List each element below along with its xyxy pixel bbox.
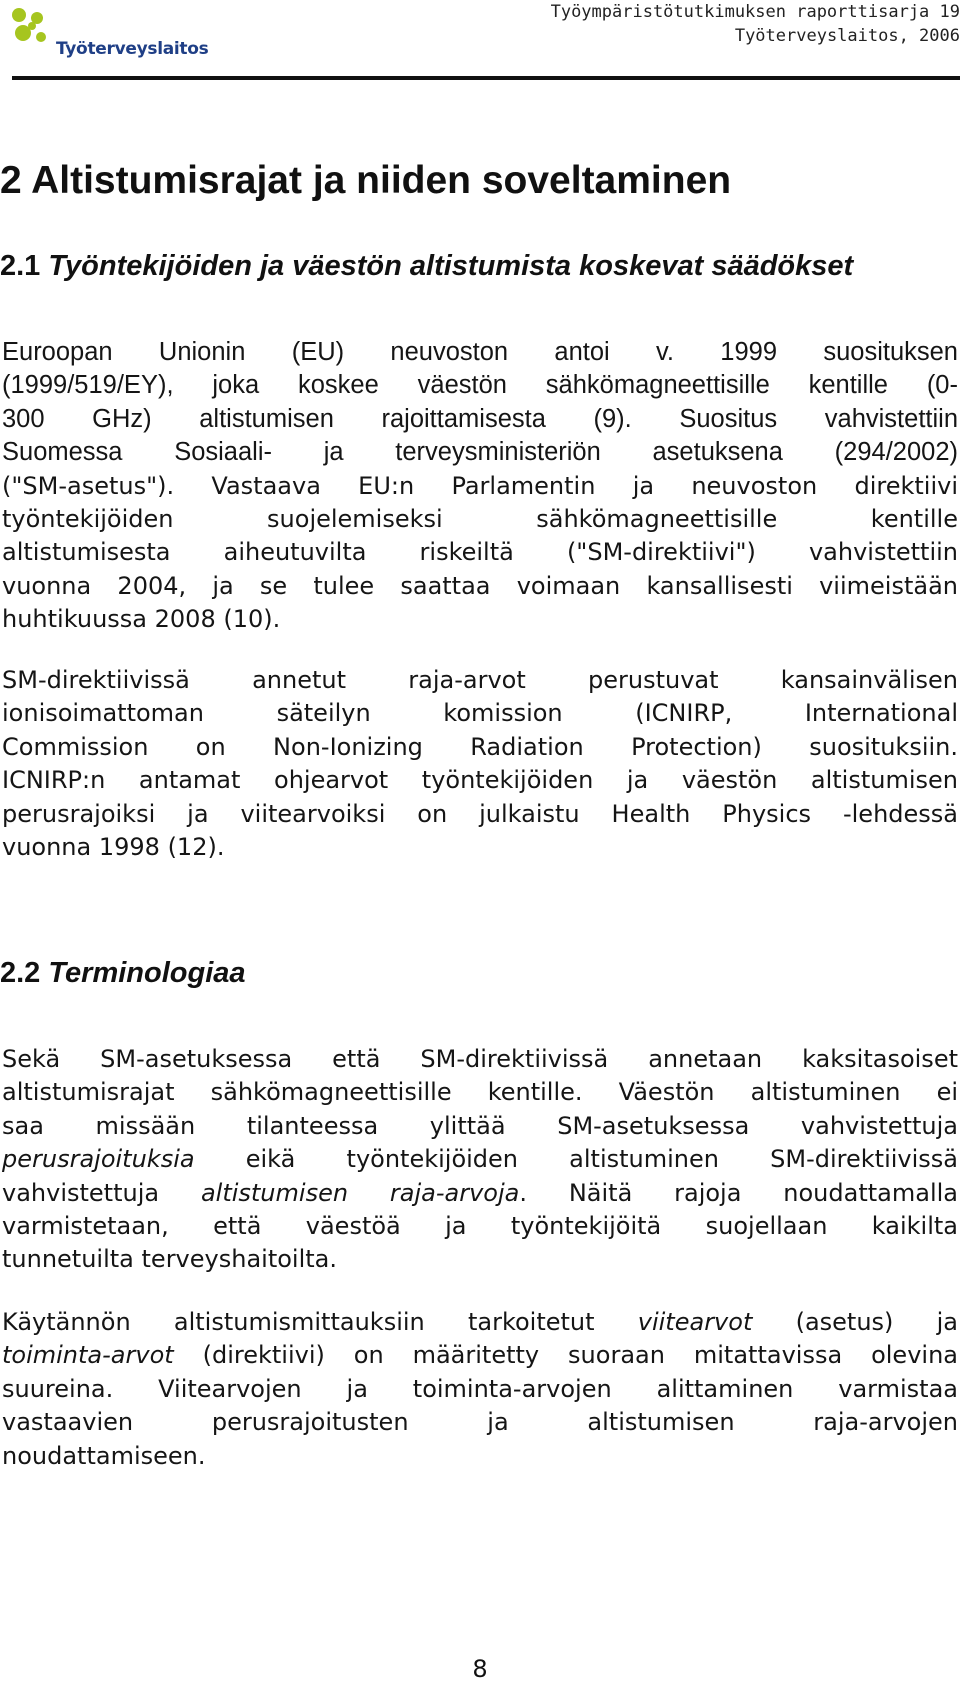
paragraph-line: vastaavien perusrajoitusten ja altistumisen raja-arvojen: [2, 1408, 958, 1437]
header-meta: [400, 0, 960, 48]
logo: [10, 6, 210, 70]
paragraph-line: altistumisesta aiheutuvilta riskeiltä ("SM-direktiivi") vahvistettiin: [2, 538, 958, 567]
paragraph-line: noudattamiseen.: [2, 1441, 206, 1470]
paragraph-text: (asetus) ja: [752, 1308, 958, 1336]
paragraph-line: vuonna 1998 (12).: [2, 833, 225, 862]
paragraph-line: huhtikuussa 2008 (10).: [2, 605, 281, 634]
paragraph-3: [2, 1043, 958, 1277]
publisher-year: Työterveyslaitos, 2006: [734, 26, 960, 46]
series-title: Työympäristötutkimuksen raporttisarja 19: [550, 2, 960, 22]
emphasis-term: perusrajoituksia: [2, 1145, 195, 1174]
paragraph-text: eikä työntekijöiden altistuminen SM-direktiivissä: [194, 1145, 958, 1174]
page-header: [0, 0, 960, 82]
header-rule: [12, 76, 960, 80]
paragraph-line: [2, 1143, 958, 1176]
section-title: Työntekijöiden ja väestön altistumista koskevat säädökset: [48, 250, 854, 282]
paragraph-text: . Näitä rajoja noudattamalla: [519, 1178, 958, 1207]
paragraph-line: SM-direktiivissä annetut raja-arvot perustuvat kansainvälisen: [2, 666, 958, 694]
paragraph-line: ionisoimattoman säteilyn komission (ICNIRP, International: [2, 699, 958, 728]
paragraph-line: perusrajoiksi ja viitearvoiksi on julkaistu Health Physics -lehdessä: [2, 799, 958, 828]
paragraph-line: (1999/519/EY), joka koskee väestön sähkömagneettisille kentille (0-: [2, 371, 958, 400]
paragraph-1: [2, 336, 958, 637]
paragraph-4: [2, 1306, 958, 1473]
section-heading-2-2: [0, 955, 960, 991]
paragraph-text: vahvistettuja: [2, 1178, 201, 1207]
paragraph-line: ICNIRP:n antamat ohjearvot työntekijöiden ja väestön altistumisen: [2, 766, 958, 795]
paragraph-line: [2, 1177, 958, 1210]
section-number: 2.1: [0, 250, 41, 282]
section-number: 2.2: [0, 957, 41, 989]
paragraph-line: Commission on Non-Ionizing Radiation Protection) suosituksiin.: [2, 732, 958, 761]
paragraph-line: altistumisrajat sähkömagneettisille kentille. Väestön altistuminen ei: [2, 1078, 958, 1107]
paragraph-line: [2, 1306, 958, 1339]
paragraph-text: (direktiivi) on määritetty suoraan mitattavissa olevina: [173, 1341, 958, 1370]
paragraph-line: Suomessa Sosiaali- ja terveysministeriön asetuksena (294/2002): [2, 438, 958, 467]
paragraph-line: varmistetaan, että väestöä ja työntekijöitä suojellaan kaikilta: [2, 1212, 958, 1241]
paragraph-line: [2, 1339, 958, 1372]
paragraph-2: [2, 664, 958, 864]
paragraph-text: Käytännön altistumismittauksiin tarkoitetut: [2, 1308, 638, 1336]
emphasis-term: toiminta-arvot: [2, 1341, 174, 1370]
paragraph-line: 300 GHz) altistumisen rajoittamisesta (9). Suositus vahvistettiin: [2, 404, 958, 433]
paragraph-line: työntekijöiden suojelemiseksi sähkömagneettisille kentille: [2, 505, 958, 534]
paragraph-line: tunnetuilta terveyshaitoilta.: [2, 1245, 337, 1274]
section-heading-2-1: [0, 248, 960, 284]
section-title: Terminologiaa: [48, 957, 246, 989]
chapter-heading: 2 Altistumisrajat ja niiden soveltaminen: [0, 159, 732, 202]
paragraph-line: Euroopan Unionin (EU) neuvoston antoi v. 1999 suosituksen: [2, 338, 958, 366]
paragraph-line: vuonna 2004, ja se tulee saattaa voimaan kansallisesti viimeistään: [2, 571, 958, 600]
page-number: 8: [472, 1655, 488, 1683]
paragraph-line: Sekä SM-asetuksessa että SM-direktiivissä annetaan kaksitasoiset: [2, 1045, 958, 1073]
paragraph-line: saa missään tilanteessa ylittää SM-asetuksessa vahvistettuja: [2, 1111, 958, 1140]
logo-mark-icon: [10, 6, 50, 50]
paragraph-text: Vastaava EU:n Parlamentin ja neuvoston direktiivi: [174, 471, 958, 500]
emphasis-term: altistumisen raja-arvoja: [200, 1178, 520, 1207]
paragraph-line: suureina. Viitearvojen ja toiminta-arvojen alittaminen varmistaa: [2, 1374, 958, 1403]
logo-text: Työterveyslaitos: [56, 39, 209, 59]
emphasis-term: viitearvot: [637, 1308, 753, 1336]
paragraph-text: ("SM-asetus").: [2, 471, 175, 500]
paragraph-line: [2, 470, 958, 503]
